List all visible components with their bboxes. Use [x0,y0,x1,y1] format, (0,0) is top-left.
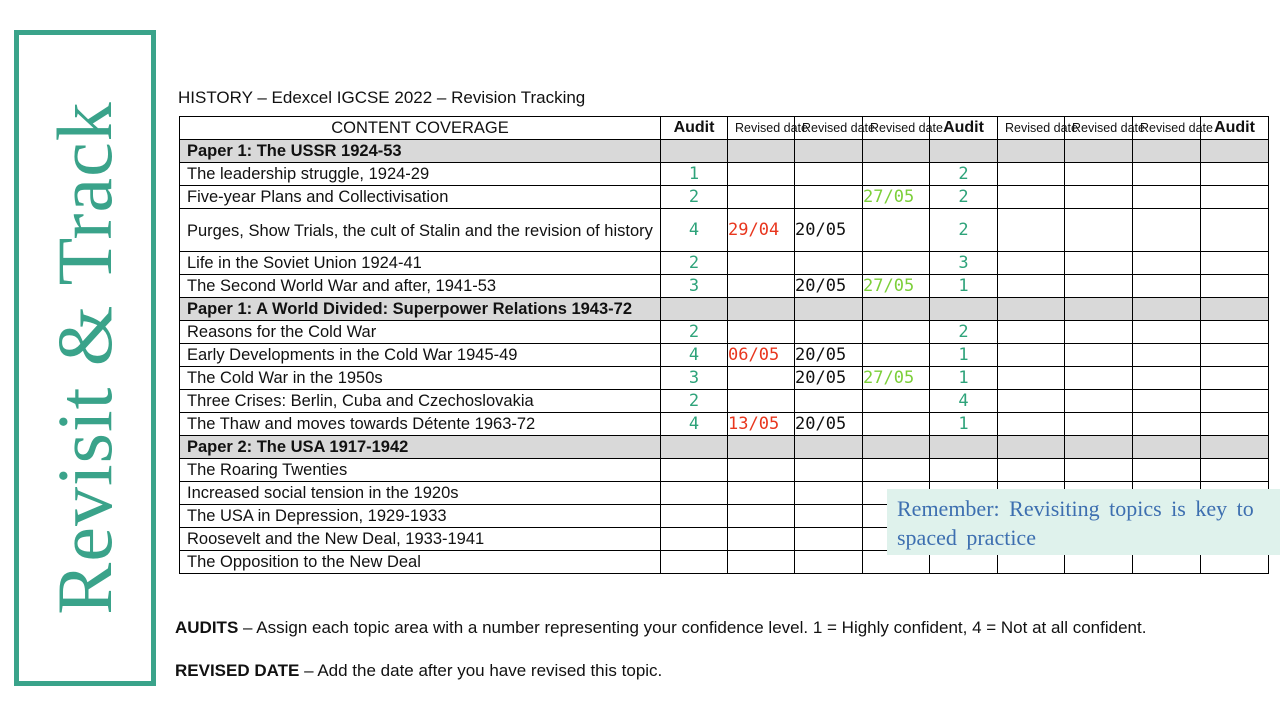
revised-date-4-cell[interactable] [998,163,1065,186]
header-content-coverage: CONTENT COVERAGE [180,117,661,140]
header-revised-date-1: Revised date [728,117,795,140]
revised-date-2-cell[interactable]: 20/05 [795,209,863,252]
revised-date-1-cell[interactable] [728,321,795,344]
revised-date-2-cell[interactable] [795,321,863,344]
topic-row [180,275,1269,298]
header-audit-2: Audit [930,117,998,140]
audit-1-cell[interactable] [661,551,728,574]
revised-date-label: REVISED DATE [175,661,300,680]
section-row [180,140,1269,163]
audit-1-cell[interactable]: 3 [661,367,728,390]
topic-name: Purges, Show Trials, the cult of Stalin and the revision of history [180,209,661,252]
audits-text: – Assign each topic area with a number representing your confidence level. 1 = Highly confident, 4 = Not at all confident. [238,618,1147,637]
revised-date-5-cell[interactable] [1065,209,1133,252]
audit-1-cell[interactable]: 2 [661,186,728,209]
revised-date-3-cell[interactable]: 27/05 [863,186,930,209]
revised-date-6-cell[interactable] [1133,163,1201,186]
revised-date-1-cell[interactable] [728,551,795,574]
section-cell [728,140,795,163]
table-header-row [180,117,1269,140]
revised-date-6-cell[interactable] [1133,209,1201,252]
revised-date-6-cell[interactable] [1133,321,1201,344]
section-row [180,298,1269,321]
topic-name: Five-year Plans and Collectivisation [180,186,661,209]
revised-date-text: – Add the date after you have revised this topic. [299,661,663,680]
section-cell [1201,436,1269,459]
audit-2-cell[interactable]: 4 [930,390,998,413]
topic-name: The Roaring Twenties [180,459,661,482]
audit-1-cell[interactable] [661,482,728,505]
revised-date-5-cell[interactable] [1065,367,1133,390]
audit-2-cell[interactable]: 2 [930,163,998,186]
topic-name: The USA in Depression, 1929-1933 [180,505,661,528]
revised-date-2-cell[interactable] [795,186,863,209]
audit-1-cell[interactable]: 3 [661,275,728,298]
audit-3-cell[interactable] [1201,252,1269,275]
section-cell [998,436,1065,459]
audit-2-cell[interactable]: 3 [930,252,998,275]
sheet-title: HISTORY – Edexcel IGCSE 2022 – Revision Tracking [178,88,586,107]
audit-1-cell[interactable]: 4 [661,344,728,367]
topic-name: The leadership struggle, 1924-29 [180,163,661,186]
revised-date-1-cell[interactable] [728,367,795,390]
topic-row [180,163,1269,186]
revised-date-4-cell[interactable] [998,252,1065,275]
revised-date-2-cell[interactable] [795,482,863,505]
revised-date-3-cell[interactable] [863,163,930,186]
topic-name: Roosevelt and the New Deal, 1933-1941 [180,528,661,551]
section-cell [930,140,998,163]
audit-3-cell[interactable] [1201,209,1269,252]
revised-date-3-cell[interactable] [863,413,930,436]
revised-date-5-cell[interactable] [1065,344,1133,367]
revised-date-2-cell[interactable]: 20/05 [795,275,863,298]
section-cell [1133,436,1201,459]
audit-1-cell[interactable] [661,505,728,528]
revised-date-4-cell[interactable] [998,275,1065,298]
revised-date-2-cell[interactable]: 20/05 [795,367,863,390]
topic-name: Increased social tension in the 1920s [180,482,661,505]
revised-date-2-cell[interactable] [795,459,863,482]
audit-1-cell[interactable]: 1 [661,163,728,186]
remember-callout [887,489,1280,555]
revised-date-3-cell[interactable] [863,390,930,413]
revised-date-3-cell[interactable] [863,321,930,344]
audit-1-cell[interactable]: 2 [661,390,728,413]
audit-1-cell[interactable]: 4 [661,413,728,436]
revised-date-4-cell[interactable] [998,209,1065,252]
revised-date-1-cell[interactable] [728,163,795,186]
section-cell [1065,140,1133,163]
audit-2-cell[interactable]: 2 [930,209,998,252]
section-cell [863,140,930,163]
section-title: Paper 2: The USA 1917-1942 [180,436,661,459]
topic-name: Reasons for the Cold War [180,321,661,344]
revised-date-6-cell[interactable] [1133,413,1201,436]
audit-3-cell[interactable] [1201,163,1269,186]
header-audit-3: Audit [1201,117,1269,140]
revised-date-3-cell[interactable] [863,459,930,482]
revised-date-6-cell[interactable] [1133,252,1201,275]
topic-row [180,344,1269,367]
revised-date-note [175,661,662,681]
audit-3-cell[interactable] [1201,413,1269,436]
section-cell [930,298,998,321]
revised-date-2-cell[interactable] [795,163,863,186]
section-cell [1201,298,1269,321]
audit-3-cell[interactable] [1201,459,1269,482]
revised-date-2-cell[interactable] [795,551,863,574]
header-revised-date-6: Revised date [1133,117,1201,140]
revised-date-2-cell[interactable]: 20/05 [795,344,863,367]
audit-2-cell[interactable]: 2 [930,321,998,344]
revised-date-6-cell[interactable] [1133,344,1201,367]
revised-date-3-cell[interactable] [863,252,930,275]
revised-date-5-cell[interactable] [1065,413,1133,436]
audit-3-cell[interactable] [1201,275,1269,298]
audit-1-cell[interactable]: 2 [661,321,728,344]
revised-date-4-cell[interactable] [998,321,1065,344]
revised-date-1-cell[interactable]: 29/04 [728,209,795,252]
revised-date-2-cell[interactable] [795,252,863,275]
revised-date-1-cell[interactable] [728,505,795,528]
revised-date-5-cell[interactable] [1065,321,1133,344]
revised-date-1-cell[interactable] [728,275,795,298]
section-title: Paper 1: The USSR 1924-53 [180,140,661,163]
revised-date-3-cell[interactable] [863,344,930,367]
revised-date-1-cell[interactable] [728,252,795,275]
section-cell [728,298,795,321]
revised-date-6-cell[interactable] [1133,390,1201,413]
section-cell [661,140,728,163]
revised-date-5-cell[interactable] [1065,252,1133,275]
audit-3-cell[interactable] [1201,344,1269,367]
topic-name: The Cold War in the 1950s [180,367,661,390]
section-cell [1133,298,1201,321]
header-revised-date-4: Revised date [998,117,1065,140]
revised-date-6-cell[interactable] [1133,275,1201,298]
topic-row [180,367,1269,390]
section-cell [1065,298,1133,321]
section-cell [661,298,728,321]
revised-date-2-cell[interactable] [795,528,863,551]
revised-date-6-cell[interactable] [1133,367,1201,390]
revised-date-1-cell[interactable]: 13/05 [728,413,795,436]
audit-3-cell[interactable] [1201,390,1269,413]
revised-date-4-cell[interactable] [998,186,1065,209]
topic-row [180,252,1269,275]
revised-date-2-cell[interactable] [795,505,863,528]
topic-name: Early Developments in the Cold War 1945-49 [180,344,661,367]
topic-name: The Second World War and after, 1941-53 [180,275,661,298]
section-cell [795,140,863,163]
section-cell [998,140,1065,163]
revised-date-1-cell[interactable] [728,482,795,505]
revised-date-2-cell[interactable] [795,390,863,413]
audits-label: AUDITS [175,618,239,637]
revised-date-1-cell[interactable] [728,528,795,551]
revised-date-5-cell[interactable] [1065,186,1133,209]
header-revised-date-5: Revised date [1065,117,1133,140]
revised-date-2-cell[interactable]: 20/05 [795,413,863,436]
section-cell [795,436,863,459]
audit-3-cell[interactable] [1201,321,1269,344]
section-cell [661,436,728,459]
audit-2-cell[interactable]: 1 [930,413,998,436]
header-revised-date-2: Revised date [795,117,863,140]
section-cell [1133,140,1201,163]
section-cell [1065,436,1133,459]
topic-row [180,390,1269,413]
topic-row [180,186,1269,209]
topic-row [180,413,1269,436]
revised-date-1-cell[interactable]: 06/05 [728,344,795,367]
audit-2-cell[interactable]: 1 [930,344,998,367]
audit-1-cell[interactable] [661,459,728,482]
audit-2-cell[interactable]: 1 [930,275,998,298]
audit-2-cell[interactable] [930,459,998,482]
audit-2-cell[interactable]: 1 [930,367,998,390]
remember-text: Revisiting topics is key to spaced practice [897,496,1254,550]
revised-date-3-cell[interactable]: 27/05 [863,367,930,390]
topic-name: The Thaw and moves towards Détente 1963-72 [180,413,661,436]
audit-1-cell[interactable]: 4 [661,209,728,252]
revised-date-5-cell[interactable] [1065,163,1133,186]
section-cell [795,298,863,321]
audit-1-cell[interactable] [661,528,728,551]
revised-date-1-cell[interactable] [728,459,795,482]
audit-1-cell[interactable]: 2 [661,252,728,275]
section-cell [930,436,998,459]
topic-row [180,459,1269,482]
section-cell [1201,140,1269,163]
section-cell [998,298,1065,321]
remember-lead: Remember: [897,496,1000,521]
audit-3-cell[interactable] [1201,186,1269,209]
section-row [180,436,1269,459]
section-cell [863,436,930,459]
topic-row [180,321,1269,344]
audits-note [175,618,1146,638]
side-title: Revisit & Track [41,101,128,615]
section-cell [728,436,795,459]
revised-date-5-cell[interactable] [1065,275,1133,298]
revised-date-4-cell[interactable] [998,367,1065,390]
revised-date-1-cell[interactable] [728,186,795,209]
revised-date-5-cell[interactable] [1065,459,1133,482]
revised-date-4-cell[interactable] [998,413,1065,436]
revised-date-4-cell[interactable] [998,344,1065,367]
section-title: Paper 1: A World Divided: Superpower Relations 1943-72 [180,298,661,321]
revised-date-3-cell[interactable] [863,209,930,252]
audit-2-cell[interactable]: 2 [930,186,998,209]
topic-name: Life in the Soviet Union 1924-41 [180,252,661,275]
revised-date-1-cell[interactable] [728,390,795,413]
topic-name: The Opposition to the New Deal [180,551,661,574]
revised-date-4-cell[interactable] [998,390,1065,413]
revised-date-5-cell[interactable] [1065,390,1133,413]
header-audit-1: Audit [661,117,728,140]
audit-3-cell[interactable] [1201,367,1269,390]
revised-date-3-cell[interactable]: 27/05 [863,275,930,298]
topic-row [180,209,1269,252]
revised-date-4-cell[interactable] [998,459,1065,482]
revised-date-6-cell[interactable] [1133,186,1201,209]
section-cell [863,298,930,321]
topic-name: Three Crises: Berlin, Cuba and Czechoslovakia [180,390,661,413]
header-revised-date-3: Revised date [863,117,930,140]
revised-date-6-cell[interactable] [1133,459,1201,482]
